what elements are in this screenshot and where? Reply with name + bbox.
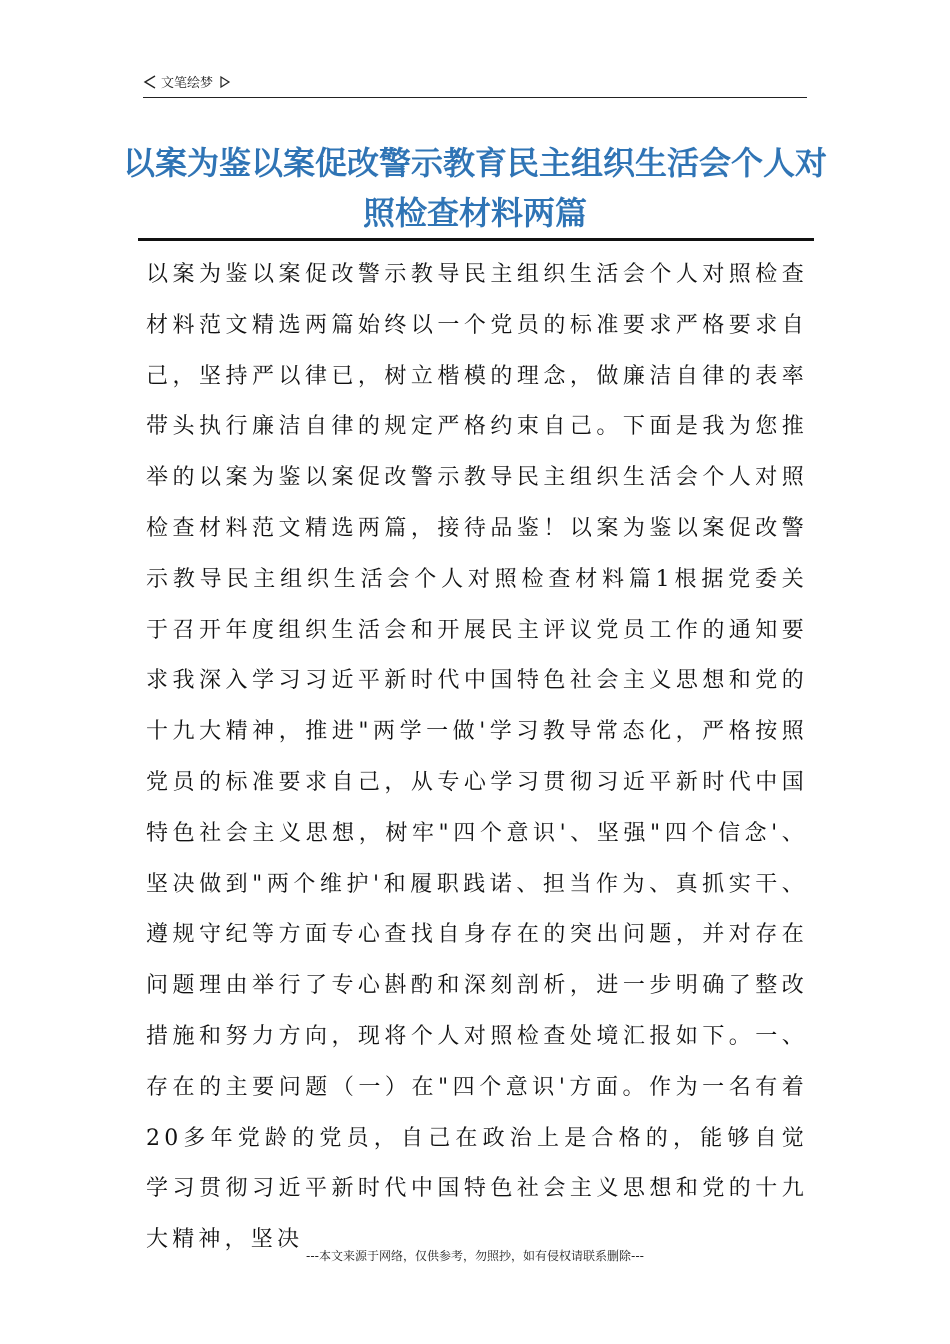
brand bbox=[143, 72, 231, 91]
document-body: 以案为鉴以案促改警示教导民主组织生活会个人对照检查材料范文精选两篇始终以一个党员的标准要求严格要求自己，坚持严以律已，树立楷模的理念，做廉洁自律的表率带头执行廉洁自律的规定严格约束自己。下面是我为您推举的以案为鉴以案促改警示教导民主组织生活会个人对照检查材料范文精选两篇，接待品鉴！以案为鉴以案促改警示教导民主组织生活会个人对照检查材料篇1根据党委关于召开年度组织生活会和开展民主评议党员工作的通知要求我深入学习习近平新时代中国特色社会主义思想和党的十九大精神，推进"两学一做'学习教导常态化，严格按照党员的标准要求自己，从专心学习贯彻习近平新时代中国特色社会主义思想，树牢"四个意识'、坚强"四个信念'、坚决做到"两个维护'和履职践诺、担当作为、真抓实干、遵规守纪等方面专心查找自身存在的突出问题，并对存在问题理由举行了专心斟酌和深刻剖析，进一步明确了整改措施和努力方向，现将个人对照检查处境汇报如下。一、存在的主要问题（一）在"四个意识'方面。作为一名有着20多年党龄的党员，自己在政治上是合格的，能够自觉学习贯彻习近平新时代中国特色社会主义思想和党的十九大精神，坚决 bbox=[146, 262, 808, 1253]
document-title: 以案为鉴以案促改警示教育民主组织生活会个人对照检查材料两篇 bbox=[122, 144, 827, 232]
triangle-right-icon bbox=[219, 75, 231, 89]
page-header bbox=[143, 72, 807, 98]
footer-notice: ---本文来源于网络，仅供参考，勿照抄，如有侵权请联系删除--- bbox=[306, 1249, 644, 1263]
brand-name: 文笔绘梦 bbox=[161, 76, 214, 91]
title-divider bbox=[138, 238, 814, 241]
triangle-left-icon bbox=[143, 74, 157, 90]
header-divider bbox=[143, 97, 807, 98]
